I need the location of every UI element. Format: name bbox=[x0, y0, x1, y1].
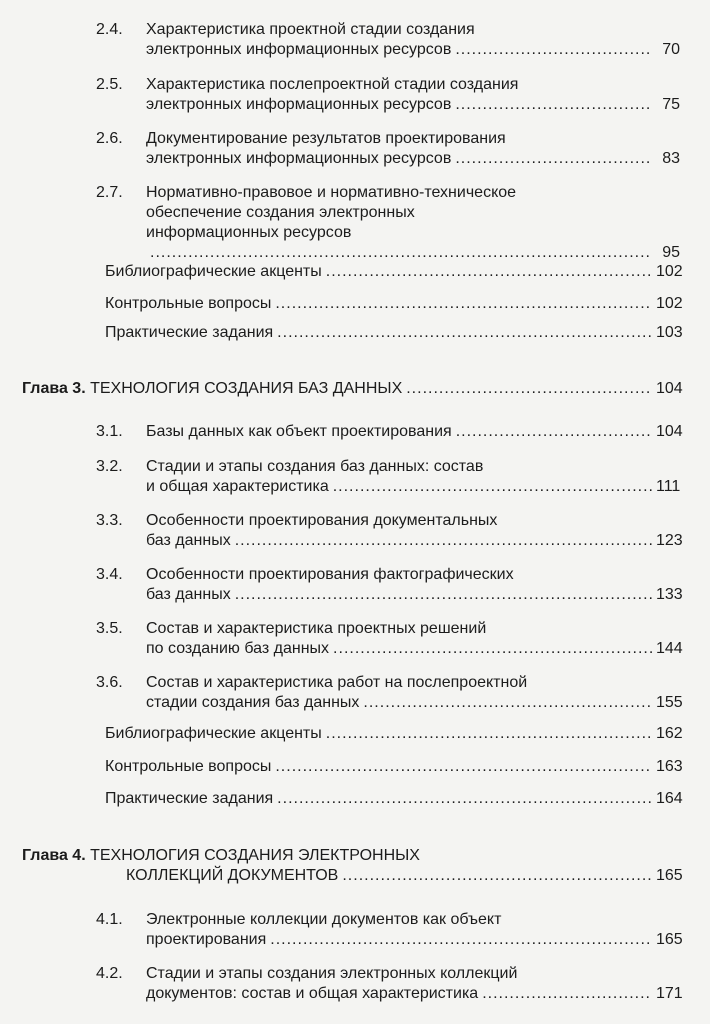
entry-title-line: Базы данных как объект проектирования bbox=[146, 423, 452, 440]
entry-title-line: Нормативно-правовое и нормативно-техническое bbox=[146, 184, 517, 201]
leader-dots bbox=[235, 531, 652, 551]
entry-title-line: электронных информационных ресурсов bbox=[146, 150, 452, 167]
page-number: 95 bbox=[662, 244, 680, 261]
entry-title-line: баз данных bbox=[146, 586, 231, 603]
entry-title-line: баз данных bbox=[146, 532, 231, 549]
page-number: 133 bbox=[656, 586, 683, 603]
leader-dots bbox=[326, 724, 652, 744]
chapter-title-line: ТЕХНОЛОГИЯ СОЗДАНИЯ ЭЛЕКТРОННЫХ bbox=[90, 847, 420, 864]
entry-title-line: Состав и характеристика работ на послепроектной bbox=[146, 674, 528, 691]
page-number: 104 bbox=[656, 423, 683, 440]
page-number: 171 bbox=[656, 985, 683, 1002]
leader-dots bbox=[455, 40, 652, 60]
section-number: 4.1. bbox=[96, 911, 123, 928]
entry-title-line: Состав и характеристика проектных решений bbox=[146, 620, 487, 637]
leader-dots bbox=[150, 243, 652, 263]
section-number: 2.5. bbox=[96, 76, 123, 93]
entry-title-line: и общая характеристика bbox=[146, 478, 329, 495]
leader-dots bbox=[277, 789, 652, 809]
entry-title-line: по созданию баз данных bbox=[146, 640, 330, 657]
leader-dots bbox=[333, 477, 652, 497]
section-number: 2.4. bbox=[96, 21, 123, 38]
page-number: 165 bbox=[656, 931, 683, 948]
page-number: 123 bbox=[656, 532, 683, 549]
page-number: 83 bbox=[662, 150, 680, 167]
leader-dots bbox=[455, 149, 652, 169]
entry-title: Библиографические акценты bbox=[105, 725, 322, 742]
leader-dots bbox=[326, 262, 652, 282]
entry-title-line: Электронные коллекции документов как объект bbox=[146, 911, 502, 928]
entry-title: Контрольные вопросы bbox=[105, 758, 272, 775]
leader-dots bbox=[456, 422, 652, 442]
leader-dots bbox=[406, 379, 652, 399]
entry-title-line: электронных информационных ресурсов bbox=[146, 41, 452, 58]
section-number: 2.7. bbox=[96, 184, 123, 201]
leader-dots bbox=[342, 866, 652, 886]
entry-title-line: Стадии и этапы создания баз данных: состав bbox=[146, 458, 484, 475]
page-number: 162 bbox=[656, 725, 683, 742]
page-number: 155 bbox=[656, 694, 683, 711]
page-number: 163 bbox=[656, 758, 683, 775]
entry-title-line: стадии создания баз данных bbox=[146, 694, 360, 711]
leader-dots bbox=[275, 757, 652, 777]
page-number: 164 bbox=[656, 790, 683, 807]
leader-dots bbox=[270, 930, 652, 950]
page-number: 165 bbox=[656, 867, 683, 884]
leader-dots bbox=[363, 693, 652, 713]
section-number: 2.6. bbox=[96, 130, 123, 147]
page-number: 102 bbox=[656, 295, 683, 312]
entry-title-line: проектирования bbox=[146, 931, 267, 948]
entry-title-line: Характеристика послепроектной стадии создания bbox=[146, 76, 519, 93]
leader-dots bbox=[235, 585, 652, 605]
section-number: 3.1. bbox=[96, 423, 123, 440]
entry-title-line: Стадии и этапы создания электронных коллекций bbox=[146, 965, 518, 982]
chapter-title-line: КОЛЛЕКЦИЙ ДОКУМЕНТОВ bbox=[126, 867, 339, 884]
entry-title-line: документов: состав и общая характеристика bbox=[146, 985, 479, 1002]
page-number: 111 bbox=[656, 478, 681, 495]
entry-title: Контрольные вопросы bbox=[105, 295, 272, 312]
chapter-label: Глава 4. bbox=[22, 847, 86, 864]
page-number: 102 bbox=[656, 263, 683, 280]
leader-dots bbox=[277, 323, 652, 343]
page-number: 70 bbox=[662, 41, 680, 58]
leader-dots bbox=[275, 294, 652, 314]
entry-title-line: Особенности проектирования фактографических bbox=[146, 566, 514, 583]
entry-title-line: Документирование результатов проектирования bbox=[146, 130, 506, 147]
page-number: 104 bbox=[656, 380, 683, 397]
section-number: 3.2. bbox=[96, 458, 123, 475]
section-number: 3.4. bbox=[96, 566, 123, 583]
section-number: 3.3. bbox=[96, 512, 123, 529]
section-number: 3.6. bbox=[96, 674, 123, 691]
leader-dots bbox=[455, 95, 652, 115]
chapter-title: ТЕХНОЛОГИЯ СОЗДАНИЯ БАЗ ДАННЫХ bbox=[90, 380, 403, 397]
chapter-label: Глава 3. bbox=[22, 380, 86, 397]
entry-title-line: Характеристика проектной стадии создания bbox=[146, 21, 475, 38]
page-number: 103 bbox=[656, 324, 683, 341]
section-number: 3.5. bbox=[96, 620, 123, 637]
entry-title-line: информационных ресурсов bbox=[146, 224, 352, 241]
page-number: 75 bbox=[662, 96, 680, 113]
entry-title-line: электронных информационных ресурсов bbox=[146, 96, 452, 113]
entry-title-line: обеспечение создания электронных bbox=[146, 204, 415, 221]
leader-dots bbox=[482, 984, 652, 1004]
page-number: 144 bbox=[656, 640, 683, 657]
leader-dots bbox=[333, 639, 652, 659]
section-number: 4.2. bbox=[96, 965, 123, 982]
entry-title: Практические задания bbox=[105, 790, 274, 807]
entry-title: Библиографические акценты bbox=[105, 263, 322, 280]
entry-title-line: Особенности проектирования документальных bbox=[146, 512, 498, 529]
entry-title: Практические задания bbox=[105, 324, 274, 341]
